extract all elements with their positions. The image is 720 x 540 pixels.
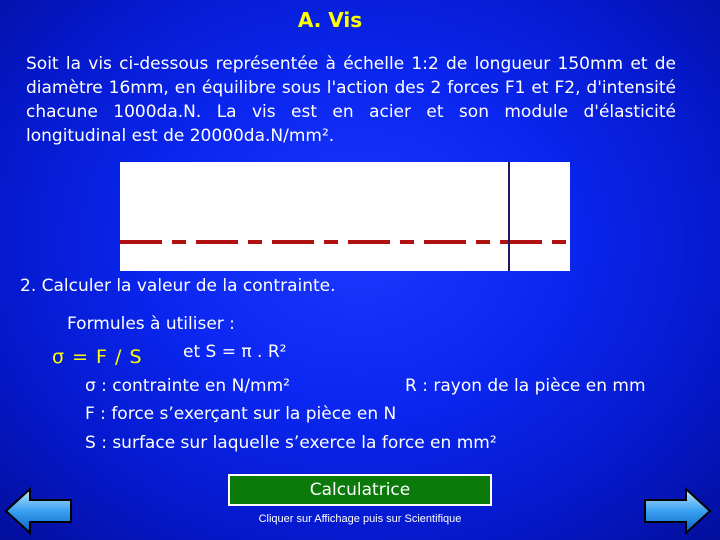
previous-slide-button[interactable]	[4, 486, 74, 536]
definition-sigma: σ : contrainte en N/mm²	[85, 376, 290, 396]
question-text: 2. Calculer la valeur de la contrainte.	[20, 276, 336, 296]
definition-force: F : force s’exerçant sur la pièce en N	[85, 404, 397, 424]
screw-drawing	[120, 162, 570, 271]
slide-title: A. Vis	[297, 8, 363, 32]
calculator-button[interactable]: Calculatrice	[228, 474, 492, 506]
arrow-left-icon	[4, 486, 74, 536]
definition-surface: S : surface sur laquelle s’exerce la force en mm²	[85, 433, 497, 453]
formulas-heading: Formules à utiliser :	[67, 314, 235, 334]
stress-formula: σ = F / S	[52, 346, 143, 368]
calculator-hint: Cliquer sur Affichage puis sur Scientifique	[258, 513, 462, 525]
screw-figure	[120, 162, 570, 271]
next-slide-button[interactable]	[642, 486, 712, 536]
arrow-right-icon	[642, 486, 712, 536]
definition-radius: R : rayon de la pièce en mm	[405, 376, 646, 396]
problem-statement: Soit la vis ci-dessous représentée à échelle 1:2 de longueur 150mm et de diamètre 16mm, en équilibre sous l'action des 2 forces F1 et F2, d'intensité chacune 1000da.N. La vis est en acier et son module d'élasticité longitudinal est de 20000da.N/mm².	[26, 54, 676, 146]
area-formula: et S = π . R²	[183, 342, 287, 362]
